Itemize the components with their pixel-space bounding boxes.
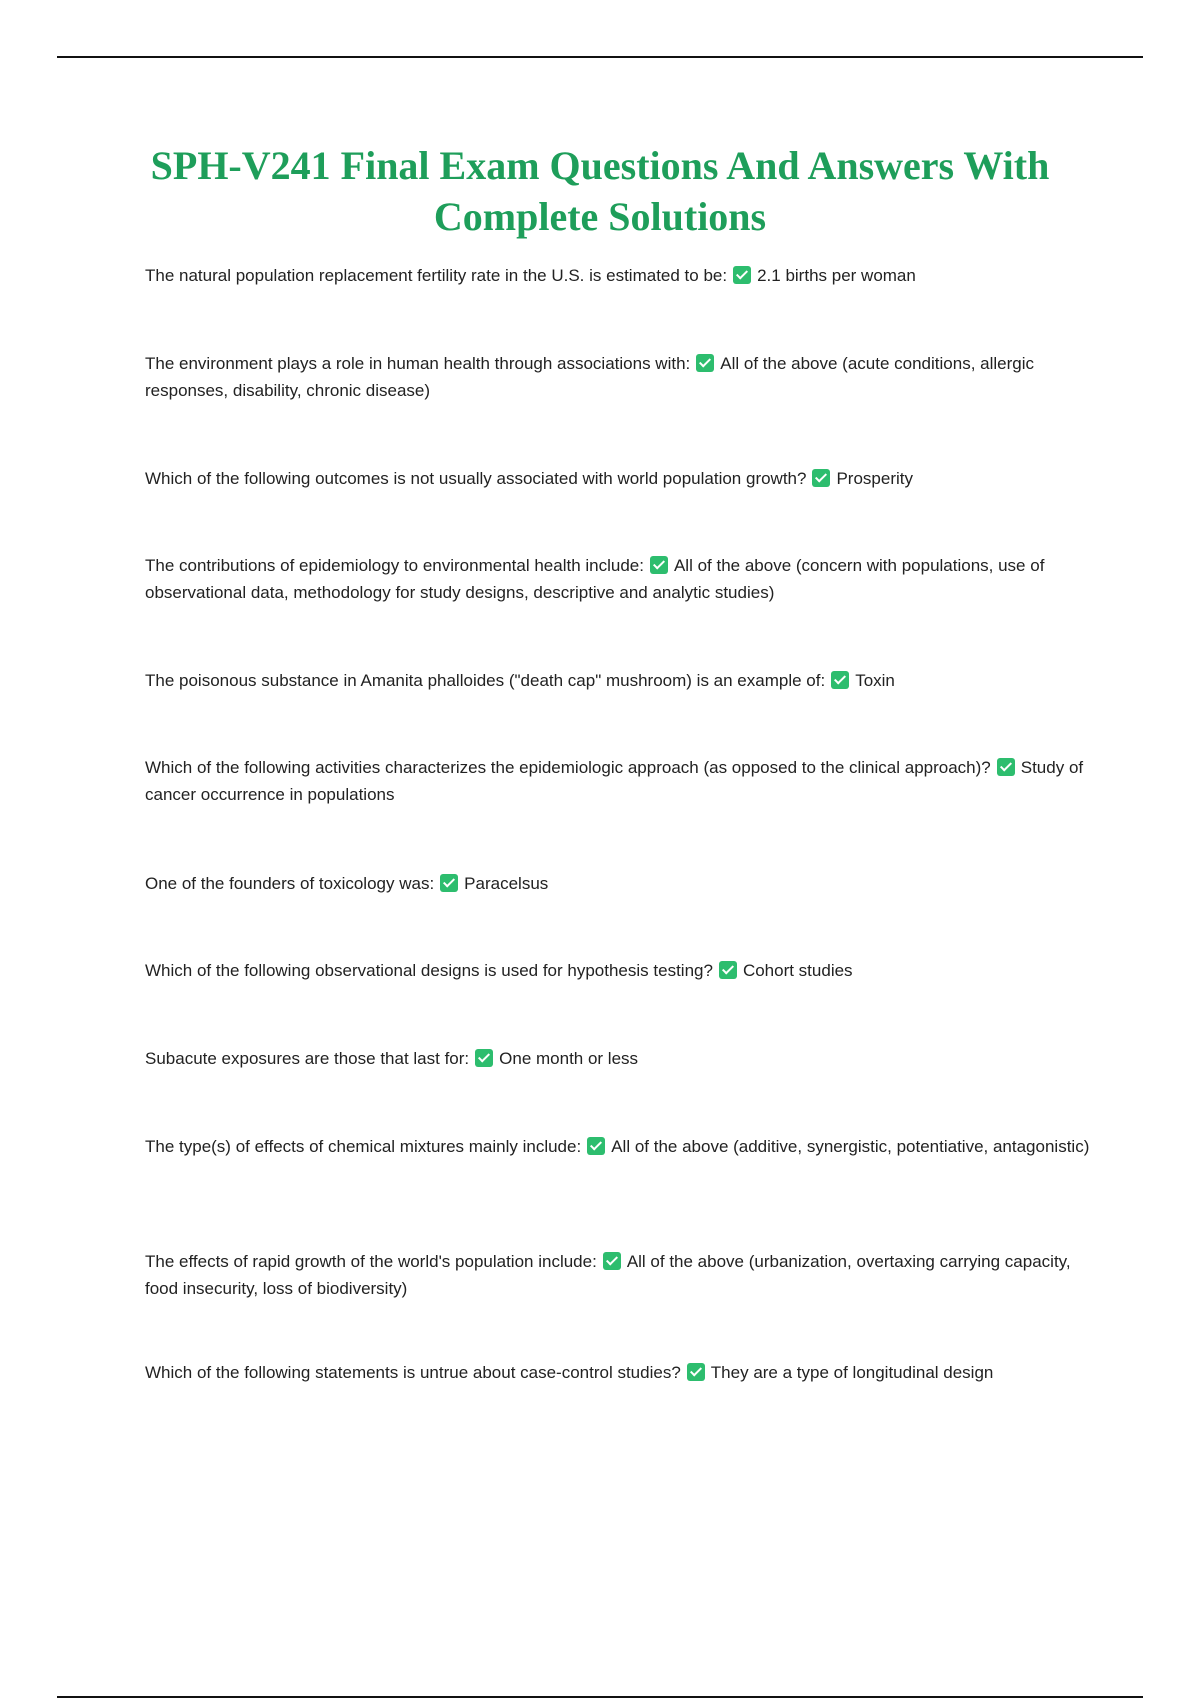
answer-text: Study of cancer occurrence in populations	[145, 758, 1084, 804]
check-icon	[587, 1137, 605, 1155]
answer-text: All of the above (additive, synergistic, potentiative, antagonistic)	[611, 1137, 1090, 1156]
answer-text: They are a type of longitudinal design	[710, 1363, 994, 1382]
answer-text: All of the above (urbanization, overtaxing carrying capacity, food insecurity, loss of biodiversity)	[145, 1252, 1071, 1298]
top-rule	[57, 56, 1143, 58]
qa-item	[145, 262, 1095, 289]
answer-text: Paracelsus	[464, 874, 549, 893]
qa-item	[145, 1133, 1095, 1160]
check-icon	[812, 469, 830, 487]
question-text: The contributions of epidemiology to environmental health include:	[145, 556, 644, 575]
qa-item	[145, 465, 1095, 492]
question-text: Which of the following activities characterizes the epidemiologic approach (as opposed to the clinical approach)?	[145, 758, 991, 777]
check-icon	[650, 556, 668, 574]
check-icon	[696, 354, 714, 372]
answer-text: Cohort studies	[742, 961, 853, 980]
check-icon	[997, 758, 1015, 776]
qa-item	[145, 350, 1095, 404]
check-icon	[719, 961, 737, 979]
answer-text: One month or less	[499, 1049, 639, 1068]
answer-text: All of the above (acute conditions, allergic responses, disability, chronic disease)	[145, 354, 1035, 400]
check-icon	[440, 874, 458, 892]
qa-item	[145, 1045, 1095, 1072]
check-icon	[733, 266, 751, 284]
check-icon	[831, 671, 849, 689]
question-text: One of the founders of toxicology was:	[145, 874, 435, 893]
check-icon	[603, 1252, 621, 1270]
question-text: Subacute exposures are those that last for:	[145, 1049, 470, 1068]
qa-item	[145, 552, 1095, 606]
qa-item	[145, 957, 1095, 984]
qa-item	[145, 1248, 1095, 1302]
question-text: Which of the following observational designs is used for hypothesis testing?	[145, 961, 713, 980]
check-icon	[687, 1363, 705, 1381]
answer-text: Prosperity	[836, 469, 913, 488]
answer-text: Toxin	[855, 671, 895, 690]
question-text: The environment plays a role in human health through associations with:	[145, 354, 691, 373]
question-text: The poisonous substance in Amanita phalloides ("death cap" mushroom) is an example of:	[145, 671, 826, 690]
document-title: SPH-V241 Final Exam Questions And Answers With Complete Solutions	[150, 143, 1050, 239]
qa-item	[145, 754, 1095, 808]
question-text: The type(s) of effects of chemical mixtures mainly include:	[145, 1137, 582, 1156]
question-text: The natural population replacement fertility rate in the U.S. is estimated to be:	[145, 266, 728, 285]
answer-text: 2.1 births per woman	[757, 266, 916, 285]
qa-item	[145, 1359, 1095, 1386]
question-text: The effects of rapid growth of the world's population include:	[145, 1252, 597, 1271]
qa-item	[145, 667, 1095, 694]
answer-text: All of the above (concern with populations, use of observational data, methodology for study designs, descriptive and analytic studies)	[145, 556, 1045, 602]
question-text: Which of the following statements is untrue about case-control studies?	[145, 1363, 681, 1382]
question-text: Which of the following outcomes is not usually associated with world population growth?	[145, 469, 807, 488]
bottom-rule	[57, 1696, 1143, 1698]
qa-item	[145, 870, 1095, 897]
check-icon	[475, 1049, 493, 1067]
